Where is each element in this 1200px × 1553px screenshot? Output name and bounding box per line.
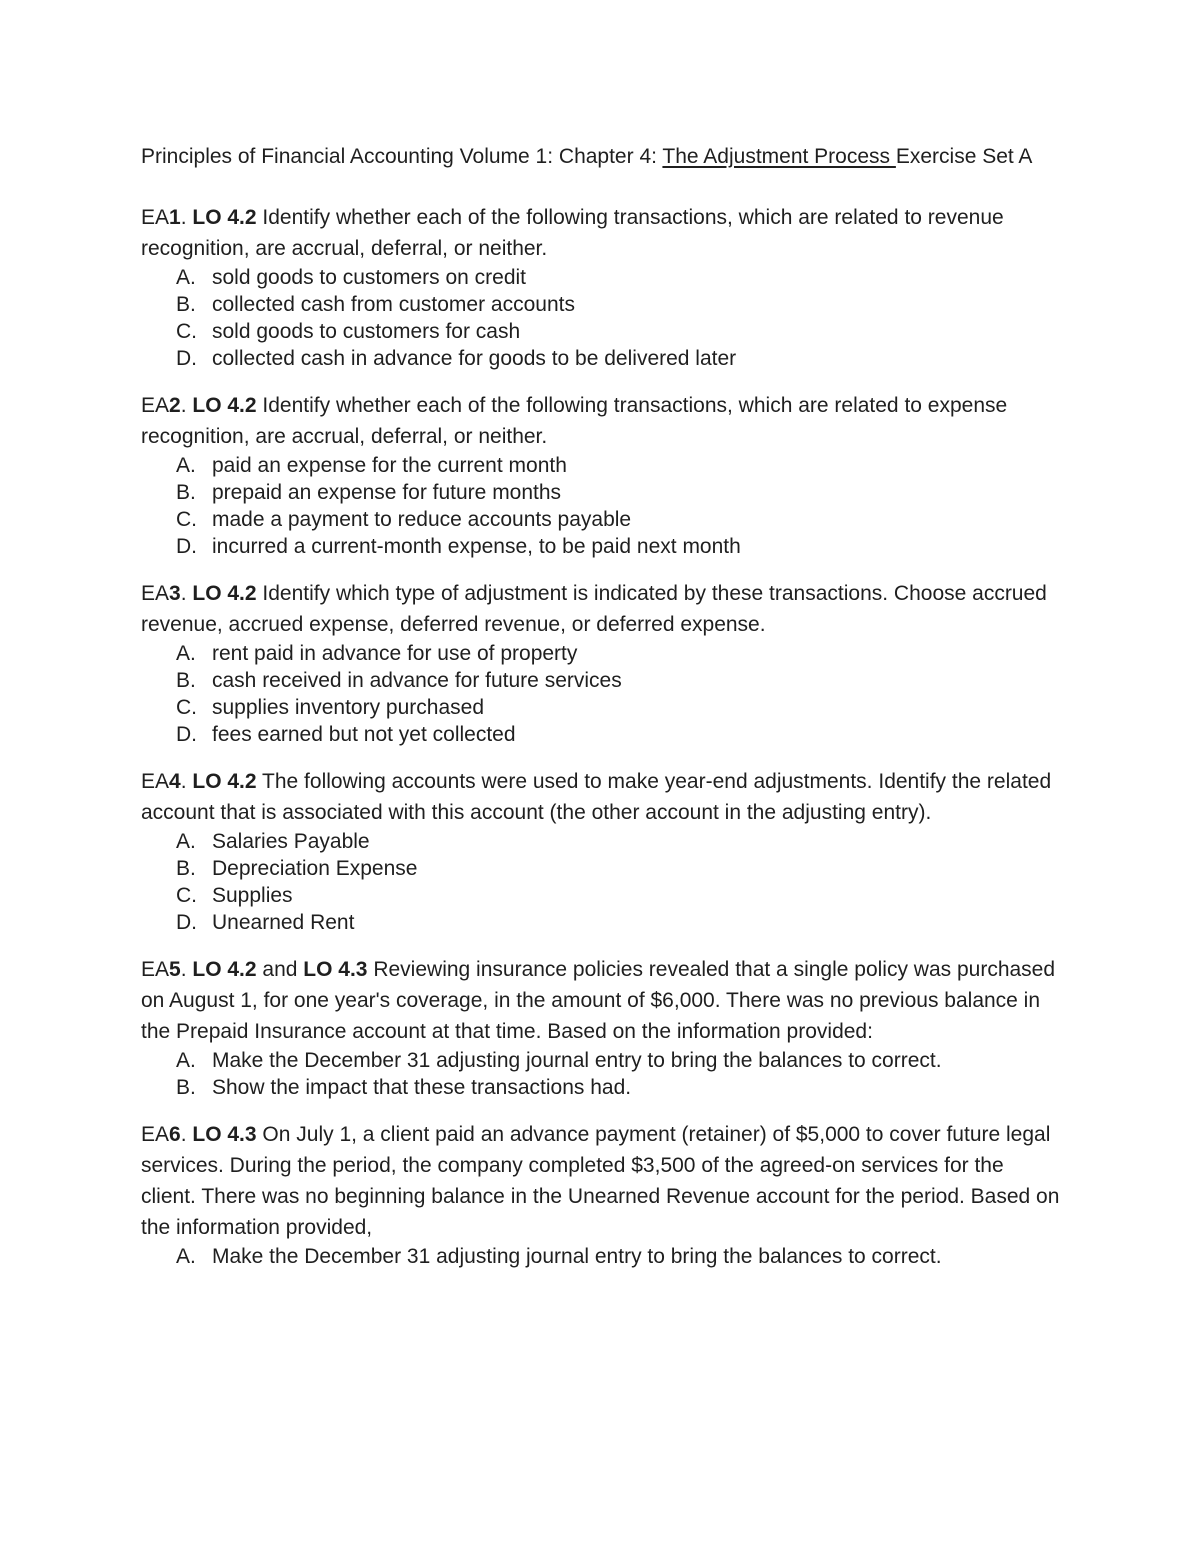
exercise-id: EA — [141, 394, 170, 417]
exercise-1 — [141, 202, 1061, 372]
exercise-id: EA — [141, 770, 170, 793]
item-letter: C. — [176, 696, 197, 719]
exercise-separator: . — [180, 1123, 193, 1146]
item-text: Salaries Payable — [212, 830, 370, 853]
exercise-prompt — [141, 954, 1061, 1047]
exercise-separator: . — [180, 206, 193, 229]
list-item — [176, 345, 1061, 372]
item-letter: D. — [176, 347, 197, 370]
list-item — [176, 1047, 1061, 1074]
exercise-list — [141, 202, 1061, 1270]
list-item — [176, 318, 1061, 345]
list-item — [176, 1074, 1061, 1101]
learning-objective: LO 4.2 — [192, 206, 257, 229]
item-letter: B. — [176, 669, 196, 692]
exercise-id: EA — [141, 1123, 170, 1146]
item-text: sold goods to customers on credit — [212, 266, 526, 289]
item-text: Make the December 31 adjusting journal entry to bring the balances to correct. — [212, 1049, 942, 1072]
exercise-id: EA — [141, 582, 170, 605]
exercise-prompt — [141, 1119, 1061, 1243]
exercise-prompt — [141, 766, 1061, 828]
item-text: Show the impact that these transactions had. — [212, 1076, 632, 1099]
exercise-4 — [141, 766, 1061, 936]
item-text: Supplies — [212, 884, 293, 907]
item-text: rent paid in advance for use of property — [212, 642, 578, 665]
item-letter: B. — [176, 293, 196, 316]
exercise-number: 3 — [169, 582, 181, 605]
item-text: Depreciation Expense — [212, 857, 418, 880]
answer-options — [141, 1047, 1061, 1101]
exercise-text: Identify whether each of the following transactions, which are related to revenue recognition, are accrual, deferral, or neither. — [141, 206, 1004, 260]
title-suffix: Exercise Set A — [895, 145, 1033, 168]
item-text: collected cash in advance for goods to be delivered later — [212, 347, 737, 370]
learning-objective: LO 4.3 — [192, 1123, 257, 1146]
item-letter: A. — [176, 454, 196, 477]
item-text: paid an expense for the current month — [212, 454, 567, 477]
list-item — [176, 828, 1061, 855]
exercise-text: Identify which type of adjustment is indicated by these transactions. Choose accrued revenue, accrued expense, deferred revenue, or deferred expense. — [141, 582, 1047, 636]
answer-options — [141, 264, 1061, 372]
answer-options — [141, 452, 1061, 560]
item-text: sold goods to customers for cash — [212, 320, 521, 343]
exercise-number: 6 — [169, 1123, 181, 1146]
item-letter: B. — [176, 857, 196, 880]
answer-options — [141, 640, 1061, 748]
exercise-separator: . — [180, 770, 193, 793]
objective-connector: and — [256, 958, 304, 981]
learning-objective-secondary: LO 4.3 — [303, 958, 368, 981]
list-item — [176, 1243, 1061, 1270]
exercise-6 — [141, 1119, 1061, 1270]
item-letter: A. — [176, 1245, 196, 1268]
exercise-id: EA — [141, 206, 170, 229]
item-letter: A. — [176, 1049, 196, 1072]
item-text: cash received in advance for future services — [212, 669, 622, 692]
exercise-prompt — [141, 578, 1061, 640]
list-item — [176, 533, 1061, 560]
answer-options — [141, 1243, 1061, 1270]
item-letter: A. — [176, 642, 196, 665]
item-text: fees earned but not yet collected — [212, 723, 516, 746]
list-item — [176, 479, 1061, 506]
exercise-number: 1 — [169, 206, 181, 229]
list-item — [176, 882, 1061, 909]
list-item — [176, 909, 1061, 936]
item-letter: A. — [176, 830, 196, 853]
list-item — [176, 694, 1061, 721]
item-letter: D. — [176, 911, 197, 934]
item-letter: B. — [176, 1076, 196, 1099]
item-letter: C. — [176, 884, 197, 907]
exercise-id: EA — [141, 958, 170, 981]
item-letter: B. — [176, 481, 196, 504]
title-prefix: Principles of Financial Accounting Volume 1: Chapter 4: — [141, 145, 663, 168]
exercise-text: Reviewing insurance policies revealed that a single policy was purchased on August 1, for one year's coverage, in the amount of $6,000. There was no previous balance in the Prepaid Insurance account at that time. Based on the information provided: — [141, 958, 1056, 1043]
title-chapter-name: The Adjustment Process — [662, 145, 896, 168]
learning-objective: LO 4.2 — [192, 958, 257, 981]
exercise-number: 4 — [169, 770, 181, 793]
item-text: supplies inventory purchased — [212, 696, 484, 719]
item-text: prepaid an expense for future months — [212, 481, 562, 504]
document-page — [141, 141, 1061, 1288]
item-text: made a payment to reduce accounts payable — [212, 508, 632, 531]
answer-options — [141, 828, 1061, 936]
list-item — [176, 291, 1061, 318]
exercise-prompt — [141, 390, 1061, 452]
document-title — [141, 141, 1061, 172]
learning-objective: LO 4.2 — [192, 582, 257, 605]
list-item — [176, 721, 1061, 748]
exercise-text: Identify whether each of the following transactions, which are related to expense recognition, are accrual, deferral, or neither. — [141, 394, 1008, 448]
item-text: Unearned Rent — [212, 911, 355, 934]
exercise-separator: . — [180, 394, 193, 417]
item-text: incurred a current-month expense, to be paid next month — [212, 535, 741, 558]
item-letter: D. — [176, 535, 197, 558]
item-text: collected cash from customer accounts — [212, 293, 575, 316]
exercise-prompt — [141, 202, 1061, 264]
learning-objective: LO 4.2 — [192, 394, 257, 417]
item-letter: C. — [176, 320, 197, 343]
list-item — [176, 452, 1061, 479]
list-item — [176, 640, 1061, 667]
exercise-3 — [141, 578, 1061, 748]
exercise-number: 5 — [169, 958, 181, 981]
exercise-2 — [141, 390, 1061, 560]
exercise-5 — [141, 954, 1061, 1101]
list-item — [176, 667, 1061, 694]
list-item — [176, 855, 1061, 882]
item-text: Make the December 31 adjusting journal entry to bring the balances to correct. — [212, 1245, 942, 1268]
exercise-text: The following accounts were used to make year-end adjustments. Identify the related account that is associated with this account (the other account in the adjusting entry). — [141, 770, 1052, 824]
exercise-text: On July 1, a client paid an advance payment (retainer) of $5,000 to cover future legal services. During the period, the company completed $3,500 of the agreed-on services for the client. There was no beginning balance in the Unearned Revenue account for the period. Based on the information provided, — [141, 1123, 1060, 1239]
list-item — [176, 264, 1061, 291]
exercise-separator: . — [180, 958, 193, 981]
exercise-number: 2 — [169, 394, 181, 417]
item-letter: C. — [176, 508, 197, 531]
item-letter: D. — [176, 723, 197, 746]
list-item — [176, 506, 1061, 533]
item-letter: A. — [176, 266, 196, 289]
learning-objective: LO 4.2 — [192, 770, 257, 793]
exercise-separator: . — [180, 582, 193, 605]
